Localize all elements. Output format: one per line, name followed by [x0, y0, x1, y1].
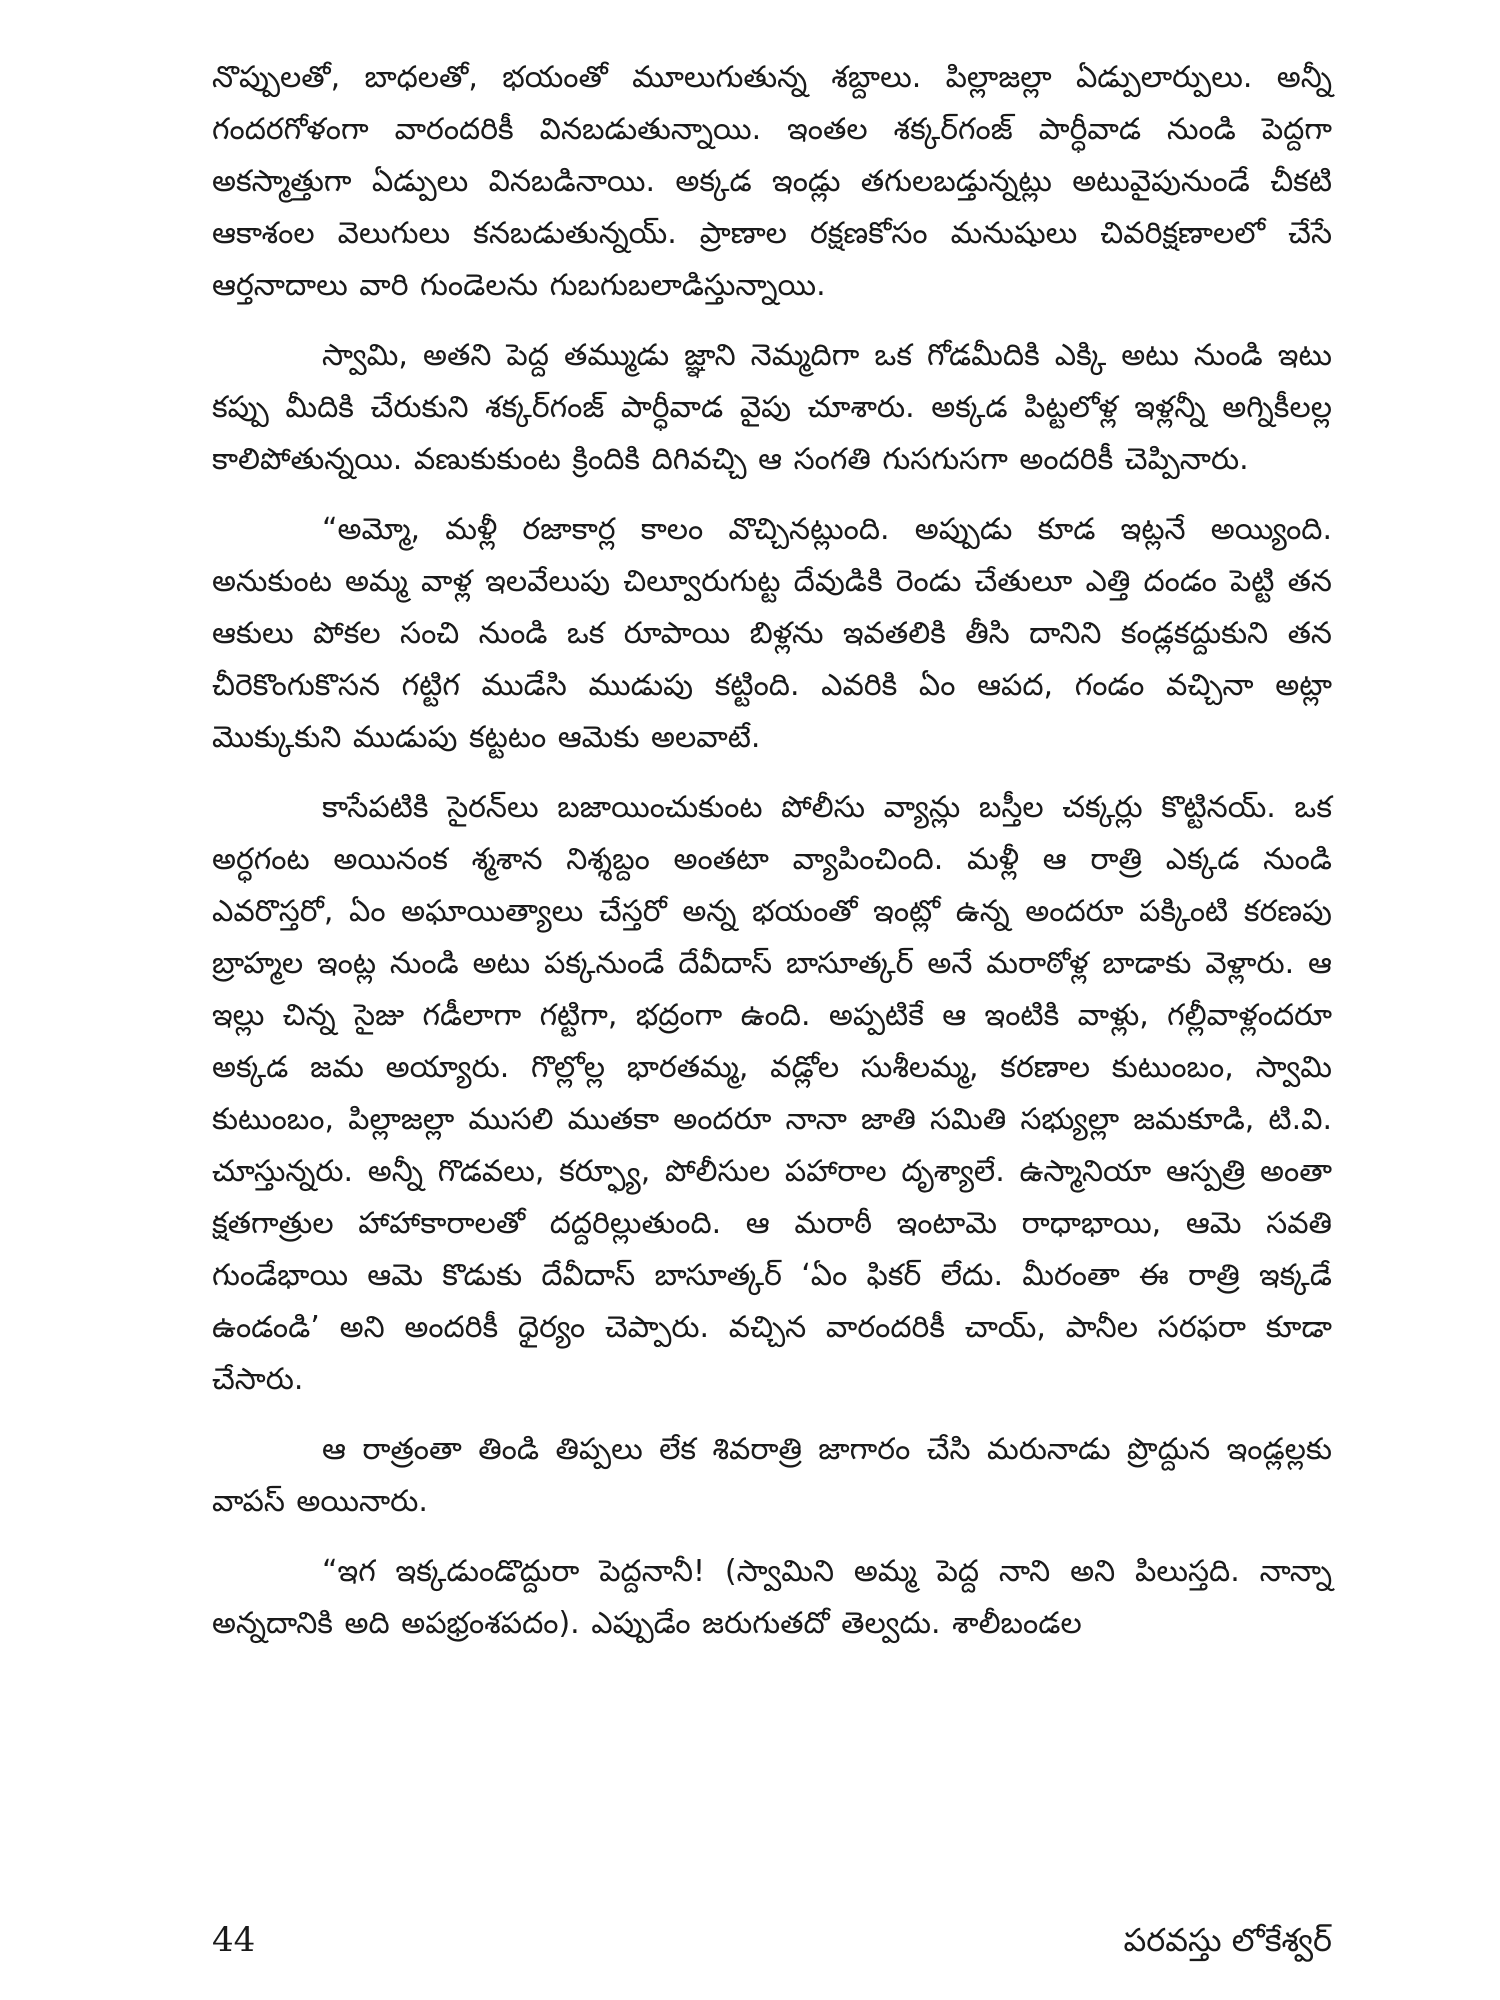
paragraph-3: “అమ్మో, మళ్లీ రజాకార్ల కాలం వొచ్చినట్లుంది. అప్పుడు కూడ ఇట్లనే అయ్యింది. అనుకుంట అమ్మ వాళ్ల ఇలవేలుపు చిల్వూరుగుట్ట దేవుడికి రెండు చేతులూ ఎత్తి దండం పెట్టి తన ఆకులు పోకల సంచి నుండి ఒక రూపాయి బిళ్లను ఇవతలికి తీసి దానిని కండ్లకద్దుకుని తన చీరెకొంగుకొసన గట్టిగ ముడేసి ముడుపు కట్టింది. ఎవరికి ఏం ఆపద, గండం వచ్చినా అట్లా మొక్కుకుని ముడుపు కట్టటం ఆమెకు అలవాటే.	[212, 512, 1332, 755]
paragraph-4: కాసేపటికి సైరన్‌లు బజాయించుకుంట పోలీసు వ్యాన్లు బస్తీల చక్కర్లు కొట్టినయ్. ఒక అర్ధగంట అయినంక శ్మశాన నిశ్శబ్దం అంతటా వ్యాపించింది. మళ్లీ ఆ రాత్రి ఎక్కడ నుండి ఎవరొస్తరో, ఏం అఘాయిత్యాలు చేస్తరో అన్న భయంతో ఇంట్లో ఉన్న అందరూ పక్కింటి కరణపు బ్రాహ్మల ఇంట్ల నుండి అటు పక్కనుండే దేవీదాస్ బాసూత్కర్ అనే మరాఠోళ్ల బాడాకు వెళ్లారు. ఆ ఇల్లు చిన్న సైజు గడీలాగా గట్టిగా, భద్రంగా ఉంది. అప్పటికే ఆ ఇంటికి వాళ్లు, గల్లీవాళ్లందరూ అక్కడ జమ అయ్యారు. గొల్లోల్ల భారతమ్మ, వడ్లోల సుశీలమ్మ, కరణాల కుటుంబం, స్వామి కుటుంబం, పిల్లాజల్లా ముసలి ముతకా అందరూ నానా జాతి సమితి సభ్యుల్లా జమకూడి, టి.వి. చూస్తున్నరు. అన్నీ గొడవలు, కర్ఫ్యూ, పోలీసుల పహారాల దృశ్యాలే. ఉస్మానియా ఆస్పత్రి అంతా క్షతగాత్రుల హాహాకారాలతో దద్దరిల్లుతుంది. ఆ మరాఠీ ఇంటామె రాధాభాయి, ఆమె సవతి గుండేభాయి ఆమె కొడుకు దేవీదాస్ బాసూత్కర్ ‘ఏం ఫికర్ లేదు. మీరంతా ఈ రాత్రి ఇక్కడే ఉండండి’ అని అందరికీ ధైర్యం చెప్పారు. వచ్చిన వారందరికీ చాయ్, పానీల సరఫరా కూడా చేసారు.	[212, 790, 1332, 1397]
author-name: పరవస్తు లోకేశ్వర్	[1123, 1921, 1332, 1959]
body-text	[212, 52, 1332, 1650]
paragraph-1: నొప్పులతో, బాధలతో, భయంతో మూలుగుతున్న శబ్దాలు. పిల్లాజల్లా ఏడ్పులార్పులు. అన్నీ గందరగోళంగా వారందరికీ వినబడుతున్నాయి. ఇంతల శక్కర్‌గంజ్ పార్ధీవాడ నుండి పెద్దగా అకస్మాత్తుగా ఏడ్పులు వినబడినాయి. అక్కడ ఇండ్లు తగులబడ్తున్నట్లు అటువైపునుండే చీకటి ఆకాశంల వెలుగులు కనబడుతున్నయ్. ప్రాణాల రక్షణకోసం మనుషులు చివరిక్షణాలలో చేసే ఆర్తనాదాలు వారి గుండెలను గుబగుబలాడిస్తున్నాయి.	[212, 60, 1332, 303]
paragraph-5: ఆ రాత్రంతా తిండి తిప్పలు లేక శివరాత్రి జాగారం చేసి మరునాడు ప్రొద్దున ఇండ్లల్లకు వాపస్ అయినారు.	[212, 1432, 1332, 1519]
page-number: 44	[212, 1920, 256, 1960]
page-footer	[212, 1918, 1332, 1968]
paragraph-2: స్వామి, అతని పెద్ద తమ్ముడు జ్ఞాని నెమ్మదిగా ఒక గోడమీదికి ఎక్కి అటు నుండి ఇటు కప్పు మీదికి చేరుకుని శక్కర్‌గంజ్ పార్ధీవాడ వైపు చూశారు. అక్కడ పిట్టలోళ్ల ఇళ్లన్నీ అగ్నికీలల్ల కాలిపోతున్నయి. వణుకుకుంట క్రిందికి దిగివచ్చి ఆ సంగతి గుసగుసగా అందరికీ చెప్పినారు.	[212, 338, 1332, 477]
paragraph-6: “ఇగ ఇక్కడుండొద్దురా పెద్దనానీ! (స్వామిని అమ్మ పెద్ద నాని అని పిలుస్తది. నాన్నా అన్నదానికి అది అపభ్రంశపదం). ఎప్పుడేం జరుగుతదో తెల్వదు. శాలీబండల	[212, 1554, 1332, 1641]
